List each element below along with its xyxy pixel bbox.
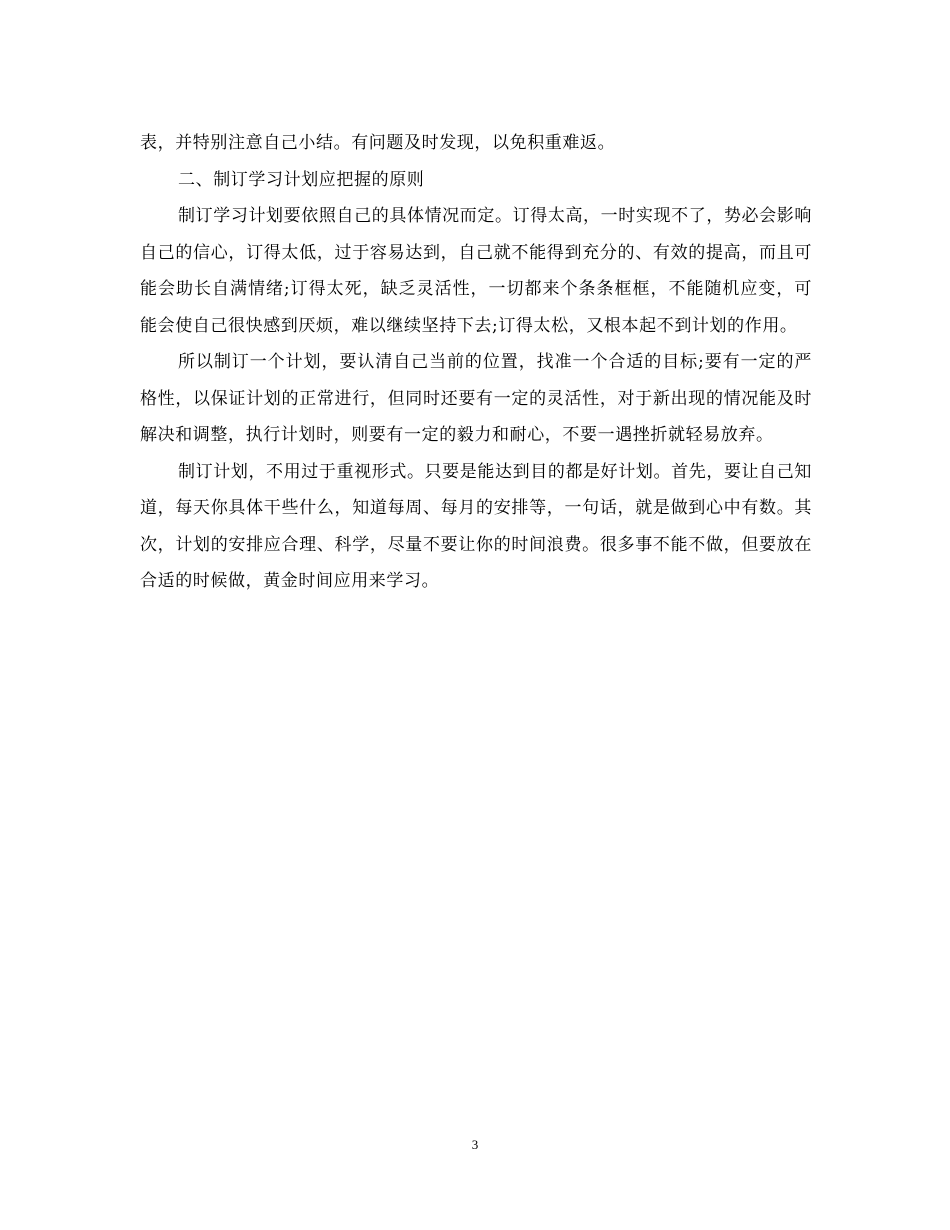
paragraph: 制订学习计划要依照自己的具体情况而定。订得太高，一时实现不了，势必会影响自己的信心，订得太低，过于容易达到，自己就不能得到充分的、有效的提高，而且可能会助长自满情绪;订得太死，缺乏灵活性，一切都来个条条框框，不能随机应变，可能会使自己很快感到厌烦，难以继续坚持下去;订得太松，又根本起不到计划的作用。 (140, 206, 812, 336)
paragraph: 制订计划，不用过于重视形式。只要是能达到目的都是好计划。首先，要让自己知道，每天你具体干些什么，知道每周、每月的安排等，一句话，就是做到心中有数。其次，计划的安排应合理、科学，尽量不要让你的时间浪费。很多事不能不做，但要放在合适的时候做，黄金时间应用来学习。 (140, 461, 812, 591)
paragraph-continuation: 表，并特别注意自己小结。有问题及时发现，以免积重难返。 (140, 133, 616, 153)
section-heading: 二、制订学习计划应把握的原则 (178, 169, 425, 190)
document-body (140, 125, 812, 600)
page-number: 3 (471, 1137, 479, 1152)
paragraph: 所以制订一个计划，要认清自己当前的位置，找准一个合适的目标;要有一定的严格性，以保证计划的正常进行，但同时还要有一定的灵活性，对于新出现的情况能及时解决和调整，执行计划时，则要有一定的毅力和耐心，不要一遇挫折就轻易放弃。 (140, 352, 812, 445)
